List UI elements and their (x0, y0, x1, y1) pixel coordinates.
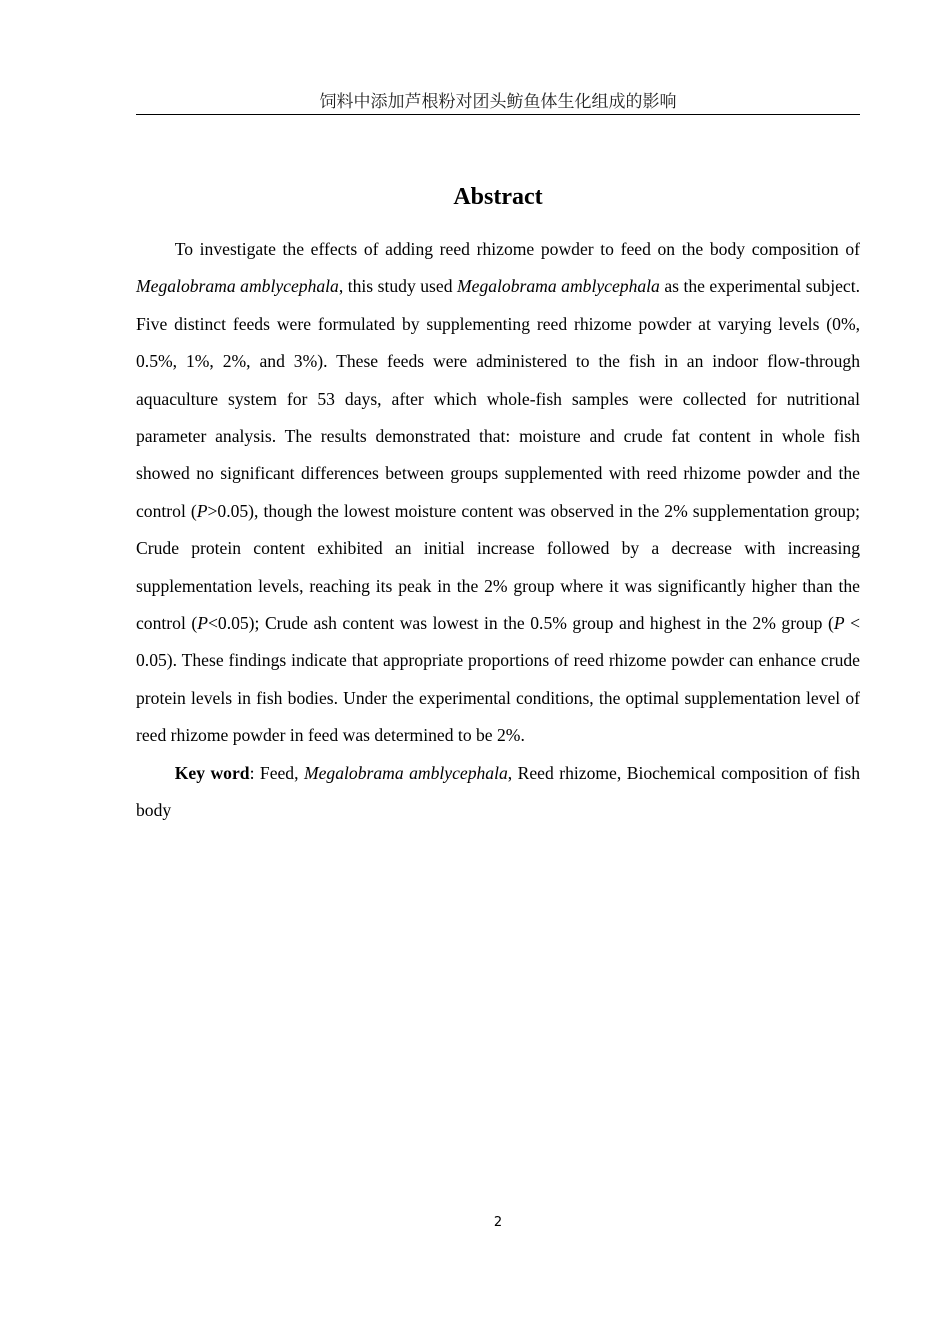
running-header: 饲料中添加芦根粉对团头鲂鱼体生化组成的影响 (319, 92, 677, 112)
species-name: Megalobrama amblycephala (456, 276, 660, 297)
abstract-text: <0.05); Crude ash content was lowest in the 0.5% group and highest in the 2% group ( (207, 613, 834, 634)
abstract-text: >0.05), though the lowest moisture content was observed in the 2% supplementation group; Crude protein content exhibited an initial increase followed by a decrease with increasing supplementation levels, reaching its peak in the 2% group where it was significantly higher than the control ( (136, 500, 861, 634)
abstract-paragraph (136, 231, 860, 755)
page-number: 2 (493, 1215, 503, 1230)
keywords-paragraph (136, 755, 860, 830)
p-value-symbol: P (196, 500, 208, 521)
species-name: Megalobrama amblycephala (136, 276, 339, 297)
keywords-separator: : (249, 762, 260, 783)
abstract-text: , this study used (338, 276, 457, 297)
keywords-label: Key word (174, 762, 250, 783)
keyword-text: Feed, (259, 762, 304, 783)
abstract-text: as the experimental subject. Five distinct feeds were formulated by supplementing reed rhizome powder at varying levels (0%, 0.5%, 1%, 2%, and 3%). These feeds were administered to the fish in an indoor flow-through aquaculture system for 53 days, after which whole-fish samples were collected for nutritional parameter analysis. The results demonstrated that: moisture and crude fat content in whole fish showed no significant differences between groups supplemented with reed rhizome powder and the control ( (136, 276, 860, 521)
header-rule (136, 114, 860, 115)
keyword-species-name: Megalobrama amblycephala (303, 762, 508, 783)
keyword-text: , Reed rhizome, Biochemical composition of fish body (136, 762, 860, 821)
p-value-symbol: P (833, 613, 845, 634)
abstract-body (136, 231, 860, 830)
abstract-title: Abstract (453, 184, 543, 210)
abstract-text: < 0.05). These findings indicate that appropriate proportions of reed rhizome powder can enhance crude protein levels in fish bodies. Under the experimental conditions, the optimal supplementation level of reed rhizome powder in feed was determined to be 2%. (136, 613, 861, 746)
p-value-symbol: P (197, 613, 208, 634)
abstract-text: To investigate the effects of adding reed rhizome powder to feed on the body composition of (174, 239, 860, 259)
